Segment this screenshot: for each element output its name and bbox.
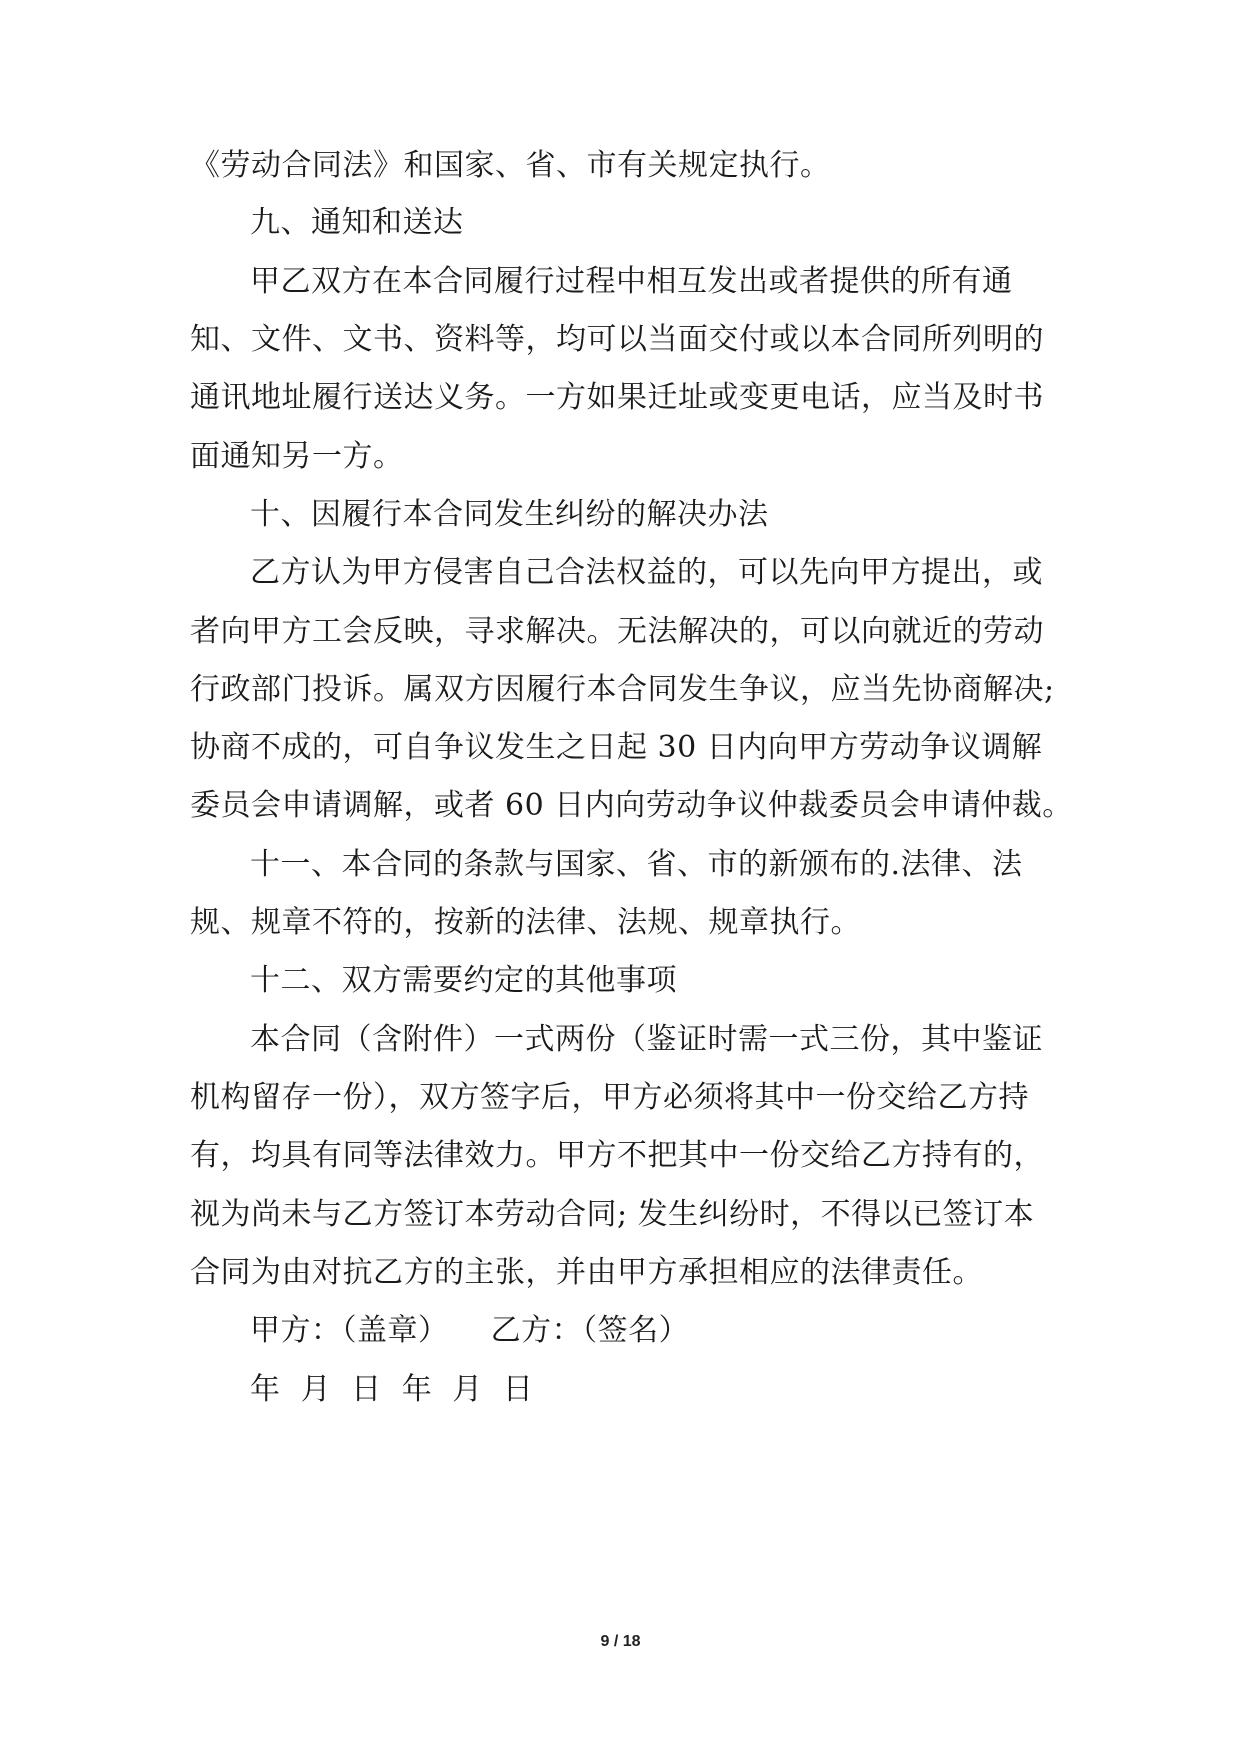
- paragraph-line: 甲乙双方在本合同履行过程中相互发出或者提供的所有通: [250, 264, 1013, 299]
- paragraph-line: 通讯地址履行送达义务。一方如果迁址或变更电话，应当及时书: [190, 380, 1044, 415]
- paragraph-line: 规、规章不符的，按新的法律、法规、规章执行。: [190, 905, 861, 940]
- paragraph-line: 本合同（含附件）一式两份（鉴证时需一式三份，其中鉴证: [250, 1022, 1043, 1057]
- section-heading-12: 十二、双方需要约定的其他事项: [250, 963, 677, 998]
- paragraph-line: 协商不成的，可自争议发生之日起 30 日内向甲方劳动争议调解: [190, 730, 1043, 765]
- party-a-seal-label: 甲方：（盖章）: [250, 1313, 449, 1348]
- section-heading-11: 十一、本合同的条款与国家、省、市的新颁布的.法律、法: [250, 847, 1023, 882]
- date-line: 年 月 日 年 月 日: [250, 1372, 534, 1407]
- party-b-signature-label: 乙方：（签名）: [490, 1313, 690, 1348]
- paragraph-line: 《劳动合同法》和国家、省、市有关规定执行。: [190, 148, 831, 183]
- signature-row: [250, 1311, 1130, 1351]
- paragraph-line: 委员会申请调解，或者 60 日内向劳动争议仲裁委员会申请仲裁。: [190, 788, 1073, 823]
- paragraph-line: 者向甲方工会反映，寻求解决。无法解决的，可以向就近的劳动: [190, 614, 1044, 649]
- paragraph-line: 视为尚未与乙方签订本劳动合同; 发生纠纷时，不得以已签订本: [190, 1197, 1035, 1232]
- paragraph-line: 机构留存一份），双方签字后，甲方必须将其中一份交给乙方持: [190, 1080, 1029, 1115]
- paragraph-line: 乙方认为甲方侵害自己合法权益的，可以先向甲方提出，或: [250, 555, 1043, 590]
- paragraph-line: 面通知另一方。: [190, 439, 404, 474]
- paragraph-line: 合同为由对抗乙方的主张，并由甲方承担相应的法律责任。: [190, 1255, 983, 1290]
- paragraph-line: 知、文件、文书、资料等，均可以当面交付或以本合同所列明的: [190, 322, 1044, 357]
- section-heading-10: 十、因履行本合同发生纠纷的解决办法: [250, 497, 769, 532]
- page-number: 9 / 18: [600, 1633, 641, 1650]
- paragraph-line: 有，均具有同等法律效力。甲方不把其中一份交给乙方持有的，: [190, 1138, 1044, 1173]
- section-heading-9: 九、通知和送达: [250, 205, 464, 240]
- paragraph-line: 行政部门投诉。属双方因履行本合同发生争议，应当先协商解决;: [190, 672, 1055, 707]
